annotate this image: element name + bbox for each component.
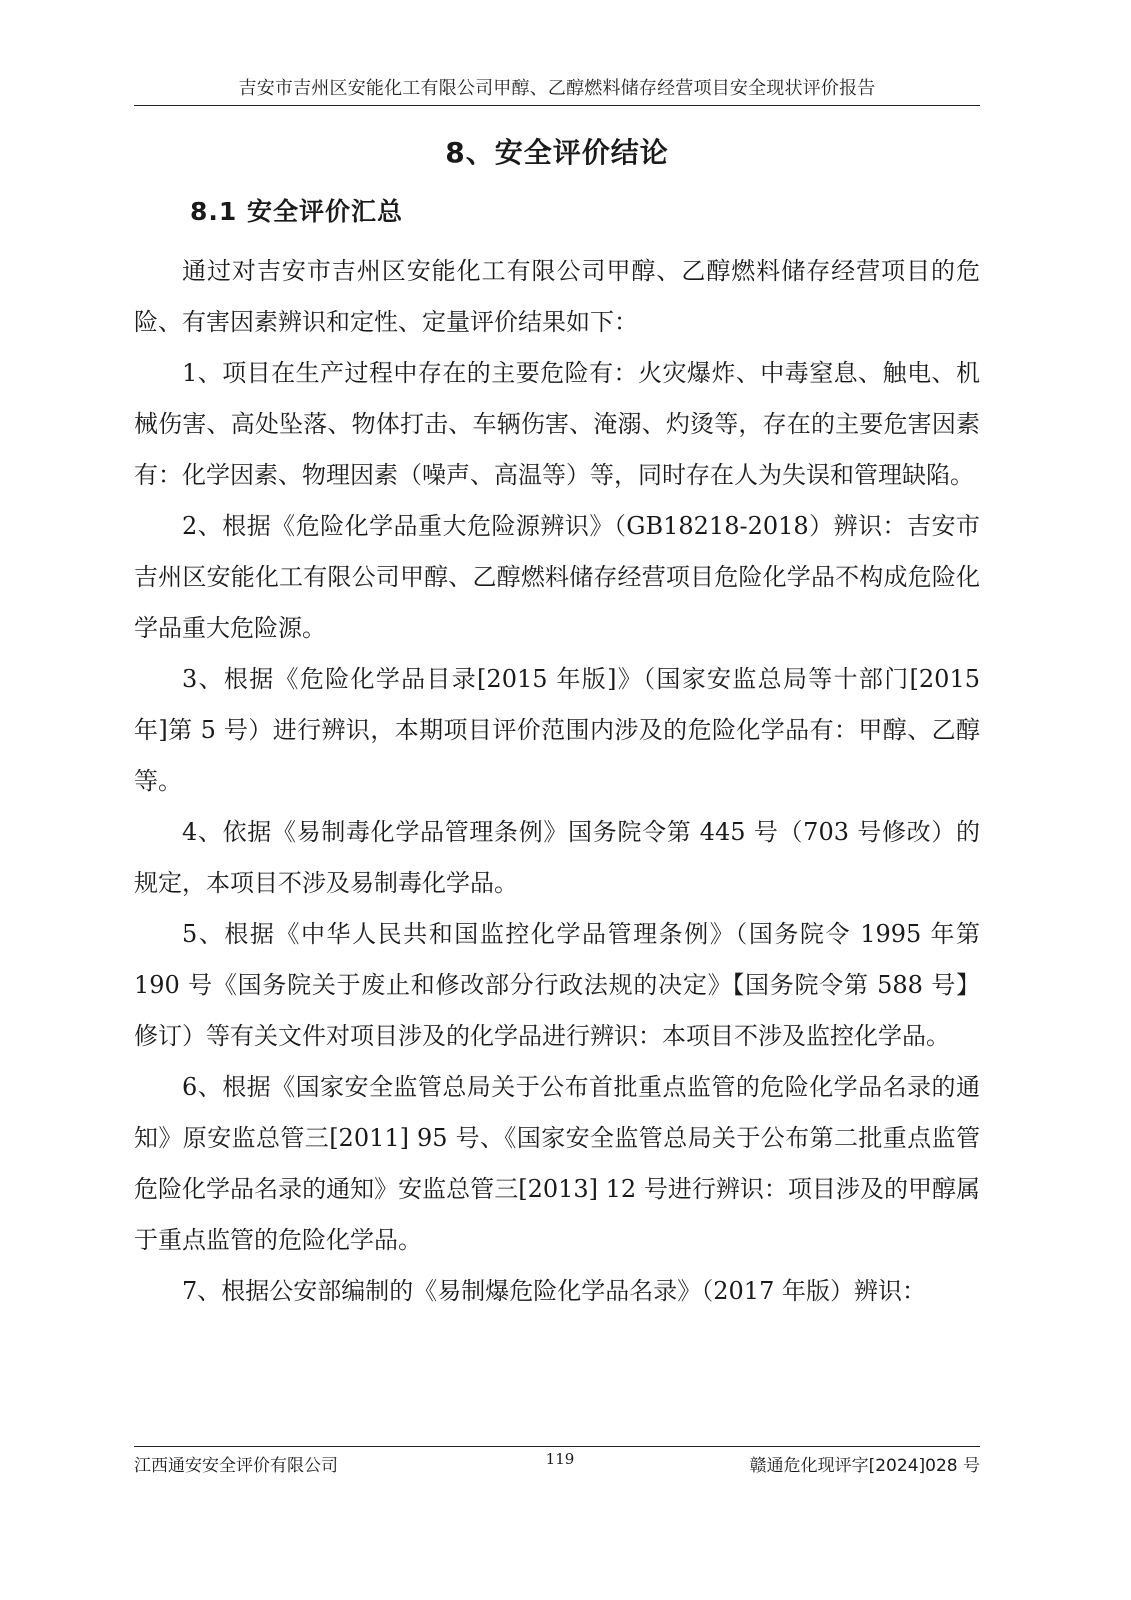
- paragraph-item-1: 1、项目在生产过程中存在的主要危险有：火灾爆炸、中毒窒息、触电、机械伤害、高处坠落、物体打击、车辆伤害、淹溺、灼烫等，存在的主要危害因素有：化学因素、物理因素（噪声、高温等）等，同时存在人为失误和管理缺陷。: [134, 359, 980, 489]
- footer-doc-number: 赣通危化现评字[2024]028 号: [749, 1456, 980, 1476]
- paragraph-intro: 通过对吉安市吉州区安能化工有限公司甲醇、乙醇燃料储存经营项目的危险、有害因素辨识和定性、定量评价结果如下：: [134, 257, 980, 336]
- paragraph-item-7: 7、根据公安部编制的《易制爆危险化学品名录》（2017 年版）辨识：: [182, 1277, 926, 1305]
- paragraph-item-5: 5、根据《中华人民共和国监控化学品管理条例》（国务院令 1995 年第 190 号《国务院关于废止和修改部分行政法规的决定》【国务院令第 588 号】修订）等有关文件对项目涉及的化学品进行辨识：本项目不涉及监控化学品。: [134, 920, 980, 1050]
- footer-company: 江西通安安全评价有限公司: [134, 1456, 338, 1476]
- header-divider: [134, 105, 980, 106]
- section-heading: 8.1 安全评价汇总: [190, 197, 403, 226]
- chapter-title: 8、安全评价结论: [445, 136, 669, 169]
- body-text: [134, 246, 980, 1317]
- running-header: 吉安市吉州区安能化工有限公司甲醇、乙醇燃料储存经营项目安全现状评价报告: [238, 78, 876, 99]
- paragraph-item-2: 2、根据《危险化学品重大危险源辨识》（GB18218-2018）辨识：吉安市吉州区安能化工有限公司甲醇、乙醇燃料储存经营项目危险化学品不构成危险化学品重大危险源。: [134, 512, 980, 642]
- footer-divider: [134, 1446, 980, 1447]
- paragraph-item-4: 4、依据《易制毒化学品管理条例》国务院令第 445 号（703 号修改）的规定，本项目不涉及易制毒化学品。: [134, 818, 980, 897]
- footer-page-number: 119: [545, 1450, 575, 1468]
- paragraph-item-3: 3、根据《危险化学品目录[2015 年版]》（国家安监总局等十部门[2015 年]第 5 号）进行辨识，本期项目评价范围内涉及的危险化学品有：甲醇、乙醇等。: [134, 665, 980, 795]
- paragraph-item-6: 6、根据《国家安全监管总局关于公布首批重点监管的危险化学品名录的通知》原安监总管三[2011] 95 号、《国家安全监管总局关于公布第二批重点监管危险化学品名录的通知》安监总管三[2013] 12 号进行辨识：项目涉及的甲醇属于重点监管的危险化学品。: [134, 1073, 980, 1254]
